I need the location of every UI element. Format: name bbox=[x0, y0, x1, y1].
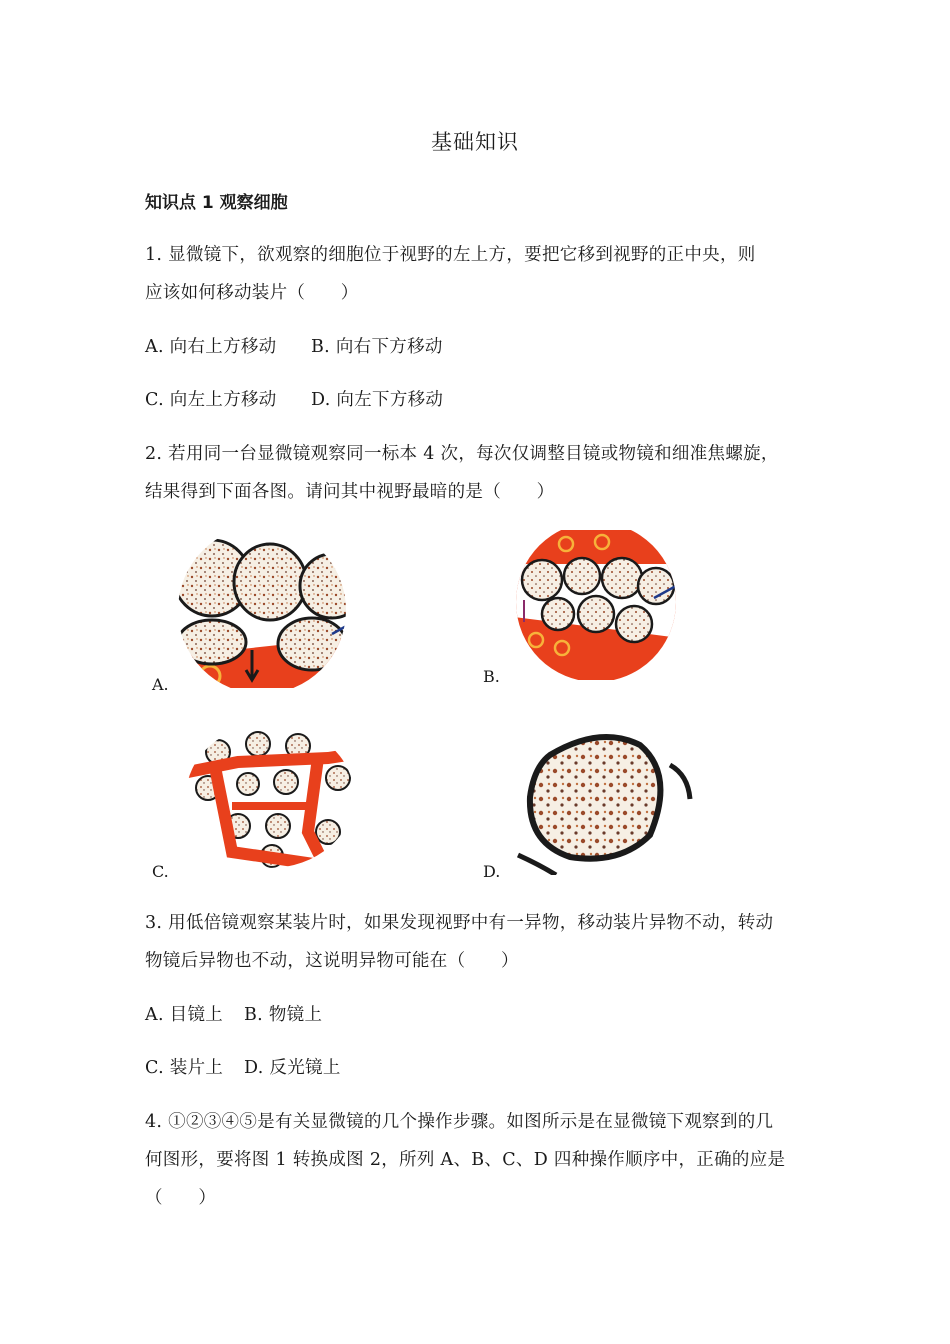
figure-d[interactable] bbox=[510, 725, 700, 875]
q1-options-row1 bbox=[145, 333, 443, 358]
figure-a-label: A. bbox=[152, 675, 169, 694]
q1-line2: 应该如何移动装片（ ） bbox=[145, 283, 359, 303]
q4-line1: 4. ①②③④⑤是有关显微镜的几个操作步骤。如图所示是在显微镜下观察到的几 bbox=[145, 1112, 774, 1132]
section-heading: 知识点 1 观察细胞 bbox=[145, 193, 288, 213]
q3-options-row2 bbox=[145, 1054, 341, 1079]
micrograph-a-image bbox=[172, 538, 362, 688]
q3-option-b[interactable]: B. 物镜上 bbox=[244, 1005, 323, 1025]
q1-option-a[interactable]: A. 向右上方移动 bbox=[145, 337, 277, 357]
figure-a[interactable] bbox=[172, 538, 362, 688]
micrograph-c-image bbox=[178, 722, 368, 872]
q4-line2: 何图形，要将图 1 转换成图 2，所列 A、B、C、D 四种操作顺序中，正确的应是 bbox=[145, 1150, 786, 1170]
q3-option-c[interactable]: C. 装片上 bbox=[145, 1058, 224, 1078]
q1-options-row2 bbox=[145, 386, 443, 411]
figure-b[interactable] bbox=[506, 530, 696, 680]
micrograph-d-image bbox=[510, 725, 700, 875]
figure-c-label: C. bbox=[152, 862, 169, 881]
q3-options-row1 bbox=[145, 1001, 322, 1026]
q1-line1: 1. 显微镜下，欲观察的细胞位于视野的左上方，要把它移到视野的正中央，则 bbox=[145, 245, 756, 265]
q3-line1: 3. 用低倍镜观察某装片时，如果发现视野中有一异物，移动装片异物不动，转动 bbox=[145, 913, 774, 933]
figure-d-label: D. bbox=[483, 862, 501, 881]
q4-line3: （ ） bbox=[145, 1188, 217, 1208]
q1-option-c[interactable]: C. 向左上方移动 bbox=[145, 390, 277, 410]
q2-line2: 结果得到下面各图。请问其中视野最暗的是（ ） bbox=[145, 482, 555, 502]
q3-option-a[interactable]: A. 目镜上 bbox=[145, 1005, 224, 1025]
q3-option-d[interactable]: D. 反光镜上 bbox=[244, 1058, 341, 1078]
q1-option-d[interactable]: D. 向左下方移动 bbox=[311, 390, 444, 410]
q3-line2: 物镜后异物也不动，这说明异物可能在（ ） bbox=[145, 951, 519, 971]
micrograph-b-image bbox=[506, 530, 696, 680]
q2-line1: 2. 若用同一台显微镜观察同一标本 4 次，每次仅调整目镜或物镜和细准焦螺旋， bbox=[145, 444, 779, 464]
q1-option-b[interactable]: B. 向右下方移动 bbox=[311, 337, 443, 357]
figure-c[interactable] bbox=[178, 722, 368, 872]
page-title: 基础知识 bbox=[431, 130, 519, 154]
figure-b-label: B. bbox=[483, 667, 500, 686]
